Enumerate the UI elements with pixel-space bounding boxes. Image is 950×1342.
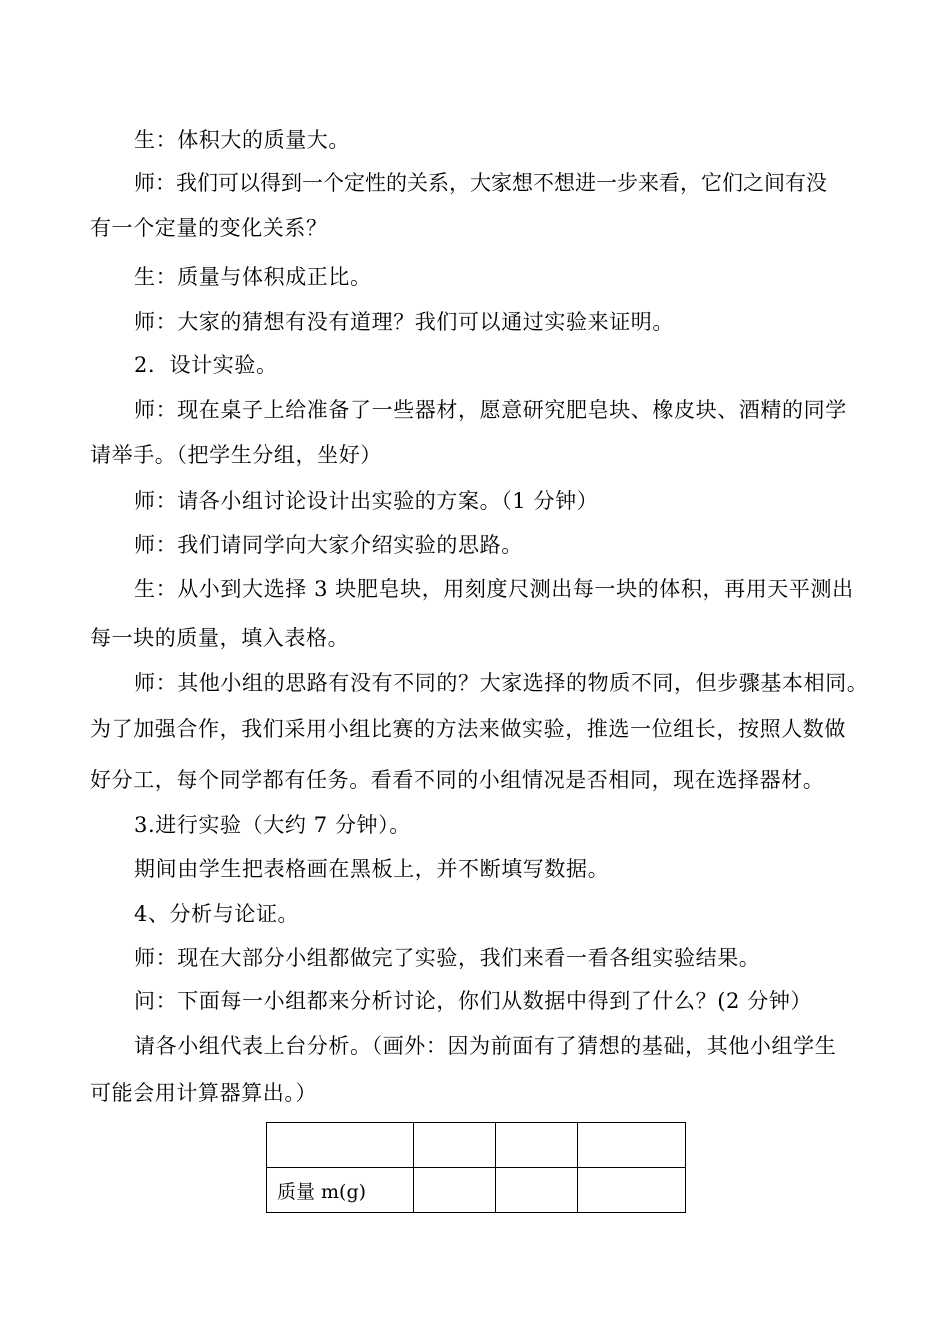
table-row (267, 1168, 686, 1213)
table-cell (414, 1168, 496, 1213)
paragraph-line: 师：大家的猜想有没有道理？我们可以通过实验来证明。 (134, 310, 674, 334)
paragraph-line: 期间由学生把表格画在黑板上，并不断填写数据。 (134, 857, 610, 881)
paragraph-line: 可能会用计算器算出。） (90, 1081, 318, 1105)
paragraph-line: 生：质量与体积成正比。 (134, 265, 372, 289)
paragraph-line: 好分工，每个同学都有任务。看看不同的小组情况是否相同，现在选择器材。 (90, 768, 825, 792)
paragraph-line: 请各小组代表上台分析。（画外：因为前面有了猜想的基础，其他小组学生 (134, 1034, 837, 1058)
paragraph-line: 每一块的质量，填入表格。 (90, 626, 350, 650)
section-heading: 2．设计实验。 (134, 353, 278, 377)
paragraph-line: 师：我们请同学向大家介绍实验的思路。 (134, 533, 523, 557)
table-cell (496, 1168, 578, 1213)
paragraph-line: 生：体积大的质量大。 (134, 128, 350, 152)
section-heading: 3.进行实验（大约 7 分钟）。 (134, 813, 411, 837)
table-cell (267, 1123, 414, 1168)
paragraph-line (134, 171, 862, 195)
paragraph-line: 请举手。（把学生分组，坐好） (90, 443, 382, 467)
paragraph-line: 师：其他小组的思路有没有不同的？大家选择的物质不同，但步骤基本相同。 (134, 671, 869, 695)
table-row (267, 1123, 686, 1168)
table-row-label: 质量 m(g) (267, 1168, 414, 1213)
paragraph-line: 师：请各小组讨论设计出实验的方案。（1 分钟） (134, 489, 599, 513)
paragraph-line: 师：现在桌子上给准备了一些器材，愿意研究肥皂块、橡皮块、酒精的同学 (134, 398, 847, 422)
line-text: 师：我们可以得到一个定性的关系，大家想不想进一步来看，它们之间有没 (134, 171, 827, 195)
paragraph-line: 为了加强合作，我们采用小组比赛的方法来做实验，推选一位组长，按照人数做 (90, 717, 846, 741)
paragraph-line: 有一个定量的变化关系？ (90, 216, 328, 240)
section-heading: 4、分析与论证。 (134, 902, 300, 926)
paragraph-line: 问：下面每一小组都来分析讨论，你们从数据中得到了什么？(2 分钟） (134, 989, 813, 1013)
table-cell (578, 1123, 686, 1168)
table-cell (578, 1168, 686, 1213)
table-cell (414, 1123, 496, 1168)
table-cell (496, 1123, 578, 1168)
paragraph-line: 生：从小到大选择 3 块肥皂块，用刻度尺测出每一块的体积，再用天平测出 (134, 577, 854, 601)
data-table (266, 1122, 686, 1213)
paragraph-line: 师：现在大部分小组都做完了实验，我们来看一看各组实验结果。 (134, 946, 761, 970)
